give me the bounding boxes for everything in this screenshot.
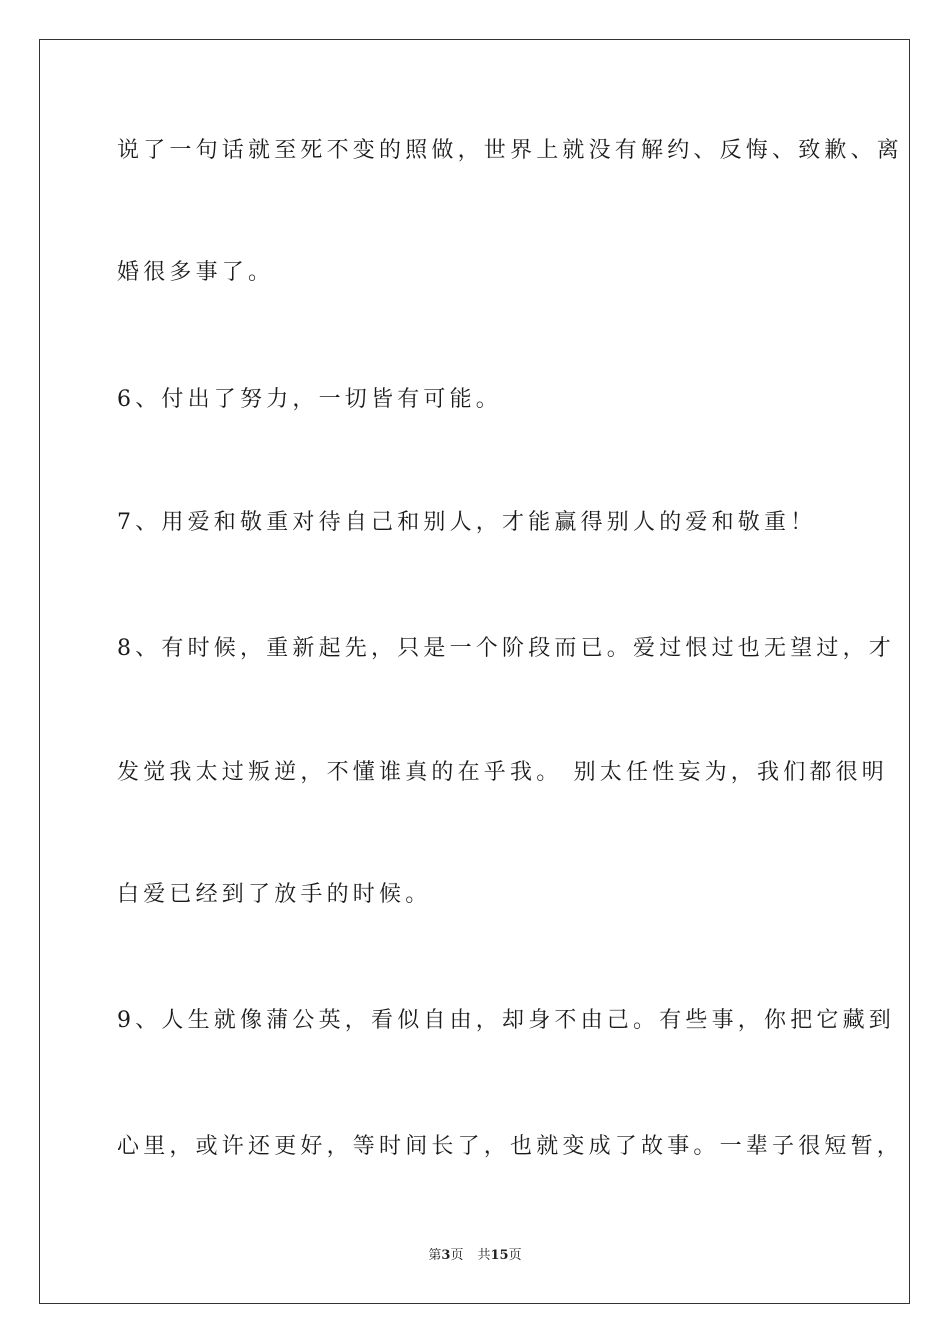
current-page-number: 3 [441, 1248, 451, 1263]
page-suffix: 页 [450, 1248, 464, 1263]
text-line: 8、有时候，重新起先，只是一个阶段而已。爱过恨过也无望过，才 [117, 636, 895, 661]
text-line: 说了一句话就至死不变的照做，世界上就没有解约、反悔、致歉、离 [117, 138, 904, 163]
text-line: 9、人生就像蒲公英，看似自由，却身不由己。有些事，你把它藏到 [117, 1008, 895, 1033]
total-page-count: 15 [490, 1248, 509, 1263]
text-line: 发觉我太过叛逆，不懂谁真的在乎我。 别太任性妄为，我们都很明 [117, 760, 888, 785]
text-line: 婚很多事了。 [117, 260, 275, 285]
page-frame [39, 39, 910, 1304]
text-line: 6、付出了努力，一切皆有可能。 [117, 387, 502, 412]
text-line: 白爱已经到了放手的时候。 [117, 882, 432, 907]
text-line: 心里，或许还更好，等时间长了，也就变成了故事。一辈子很短暂， [117, 1134, 904, 1159]
total-suffix: 页 [508, 1248, 522, 1263]
total-prefix: 共 [477, 1248, 491, 1263]
text-line: 7、用爱和敬重对待自己和别人，才能赢得别人的爱和敬重！ [117, 510, 817, 535]
page-prefix: 第 [428, 1248, 442, 1263]
page-footer [0, 1247, 950, 1265]
